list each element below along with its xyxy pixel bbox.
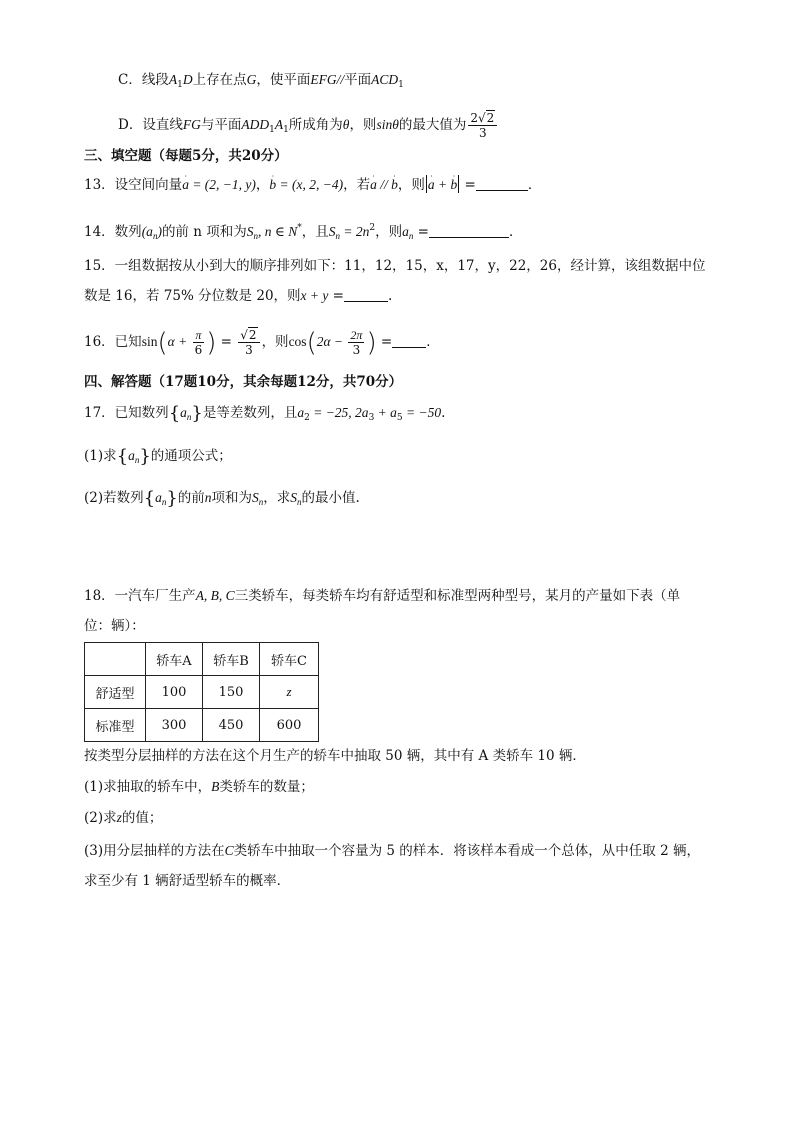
q16-three2: 3 bbox=[352, 343, 361, 357]
q14-s2-sub: n bbox=[335, 231, 340, 241]
segment-d: D bbox=[182, 72, 193, 87]
q16-lead: 16．已知 bbox=[84, 334, 142, 350]
q18-p1-b: B bbox=[211, 779, 220, 794]
plane-acd1-sub: 1 bbox=[398, 80, 404, 90]
q17-cond-a: a bbox=[297, 405, 305, 420]
q18-abc: A, B, C bbox=[195, 588, 235, 603]
q17-cond-a-sub: 2 bbox=[304, 413, 310, 423]
q14-text2: ，且 bbox=[301, 224, 329, 240]
q18-p1-lead: (1)求抽取的轿车中， bbox=[84, 779, 212, 795]
table-header-row bbox=[85, 643, 319, 676]
q17-p2-text3: ，求 bbox=[263, 490, 291, 506]
q13-answer-blank[interactable] bbox=[476, 176, 528, 191]
table-cell: 450 bbox=[203, 709, 260, 742]
abs-bar-left bbox=[426, 175, 427, 193]
table-cell: 150 bbox=[203, 676, 260, 709]
q15-end: . bbox=[387, 288, 393, 304]
section-fill-heading: 三、填空题（每题5分，共20分） bbox=[84, 148, 288, 164]
q14-eq2: = bbox=[413, 224, 429, 240]
q18-p3-lead: (3)用分层抽样的方法在 bbox=[84, 843, 225, 859]
q17-cond-a3-sub: 3 bbox=[368, 413, 375, 423]
option-d-text2: 所成角为 bbox=[288, 117, 343, 133]
theta: θ bbox=[342, 117, 350, 132]
q17-p2-n: n bbox=[204, 490, 212, 505]
q15-expr: x + y bbox=[300, 288, 329, 303]
q14-s: S bbox=[246, 224, 254, 239]
option-d-text3: ，则 bbox=[349, 117, 377, 133]
q18-part3-line1 bbox=[84, 841, 700, 861]
vector-a-value: = (2, −1, y) bbox=[188, 177, 256, 192]
vector-b-3: ˙ b bbox=[450, 177, 457, 192]
question-18-line2: 位：辆）： bbox=[84, 618, 145, 634]
q14-end: ． bbox=[508, 224, 523, 240]
q17-p2-a: a bbox=[155, 490, 162, 505]
table-row bbox=[85, 676, 319, 709]
q14-star: * bbox=[297, 223, 302, 233]
option-c bbox=[118, 70, 404, 95]
q14-lead: 14．数列 bbox=[84, 224, 142, 240]
q18-p2-text: 的值； bbox=[121, 810, 163, 826]
q14-text3: ，则 bbox=[375, 224, 403, 240]
q17-p2-a-sub: n bbox=[161, 497, 167, 507]
q16-2pi-over-3 bbox=[348, 328, 364, 357]
q17-dot: . bbox=[441, 405, 446, 421]
q18-part1 bbox=[84, 777, 314, 797]
q17-p2-text4: 的最小值. bbox=[301, 490, 360, 506]
question-13 bbox=[84, 175, 541, 195]
question-15-line2 bbox=[84, 286, 392, 306]
q17-p1-a: a bbox=[128, 448, 135, 463]
q14-seq-sub: n bbox=[152, 231, 158, 241]
q17-p2-s2: S bbox=[290, 490, 298, 505]
q18-p2-lead: (2)求 bbox=[84, 810, 117, 826]
option-d bbox=[118, 110, 499, 145]
q18-p3-text: 类轿车中抽取一个容量为 5 的样本．将该样本看成一个总体，从中任取 2 辆， bbox=[233, 843, 700, 859]
question-18-line1 bbox=[84, 586, 680, 606]
q16-then: ，则 bbox=[261, 334, 289, 350]
table-header-cell: 轿车C bbox=[260, 643, 319, 676]
question-15-line1: 15．一组数据按从小到大的顺序排列如下：11，12，15，x，17，y，22，26，经计算，该组数据中位 bbox=[84, 258, 706, 274]
q14-a: a bbox=[402, 224, 409, 239]
q17-part1: (1)求$\{a_n\}$的通项公式； bbox=[84, 446, 232, 467]
q18-p2-z: z bbox=[116, 810, 122, 825]
line-fg: FG bbox=[182, 117, 201, 132]
q14-seq: (a bbox=[141, 224, 153, 239]
q13-then: ，则 bbox=[397, 177, 425, 193]
table-cell: 舒适型 bbox=[85, 676, 146, 709]
q15-answer-blank[interactable] bbox=[344, 287, 388, 302]
q16-answer-blank[interactable] bbox=[392, 333, 426, 348]
point-g: G bbox=[246, 72, 257, 87]
vector-a-3: ˙ a bbox=[428, 177, 435, 192]
q14-answer-blank[interactable] bbox=[429, 223, 509, 238]
table-row bbox=[85, 709, 319, 742]
table-cell: 600 bbox=[260, 709, 319, 742]
q14-in: , n ∈ N bbox=[257, 224, 298, 239]
plane-d1-sub: 1 bbox=[269, 125, 275, 135]
q17-cond-end: = −50 bbox=[402, 405, 442, 420]
option-c-text3: 平面 bbox=[344, 72, 372, 88]
frac-den: 3 bbox=[478, 126, 487, 140]
q14-seq-end: ) bbox=[157, 224, 162, 239]
table-cell: 标准型 bbox=[85, 709, 146, 742]
q13-end: ． bbox=[527, 177, 542, 193]
q17-part2: (2)若数列$\{a_n\}$的前n项和为$S_n$，求$S_n$的最小值. bbox=[84, 488, 360, 509]
vector-a-2: ˙ a bbox=[370, 177, 377, 192]
q17-a-sub: n bbox=[186, 412, 192, 422]
q18-text1: 三类轿车，每类轿车均有舒适型和标准型两种型号，某月的产量如下表（单 bbox=[234, 588, 681, 604]
q18-after-table: 按类型分层抽样的方法在这个月生产的轿车中抽取 50 辆，其中有 A 类轿车 10 辆． bbox=[84, 748, 586, 764]
question-17: 17．已知数列$\{a_n\}$是等差数列，且$a_2 = -25$, $2a_3 + a_5 = -50$. bbox=[84, 403, 446, 424]
q13-cond: ，若 bbox=[343, 177, 371, 193]
option-c-text2: ，使平面 bbox=[256, 72, 311, 88]
q17-p1-lead: (1)求 bbox=[84, 448, 117, 464]
q16-two-alpha: 2α − bbox=[316, 334, 347, 349]
question-16: 16．已知sin(α + $\frac{\pi}{6}$ ) = $\frac{√2}{3}$ ，则cos(2α − $\frac{2\pi}{3}$ ) = ． bbox=[84, 328, 440, 358]
table-cell: z bbox=[260, 676, 319, 709]
q17-lead: 17．已知数列 bbox=[84, 405, 169, 421]
q17-p2-s-sub: n bbox=[258, 497, 264, 507]
q14-s-sub: n bbox=[253, 231, 258, 241]
table-header-cell: 轿车B bbox=[203, 643, 260, 676]
table-header-cell bbox=[85, 643, 146, 676]
frac-coef: 2 bbox=[470, 111, 478, 125]
q16-eq2: = bbox=[376, 334, 393, 350]
q17-cond-plus: + a bbox=[374, 405, 397, 420]
production-table bbox=[84, 642, 319, 742]
sin-theta: sinθ bbox=[376, 117, 399, 132]
q14-s2: S bbox=[328, 224, 336, 239]
q13-plus: + bbox=[434, 177, 451, 192]
q14-eq: = 2n bbox=[339, 224, 370, 239]
table-header-cell: 轿车A bbox=[146, 643, 203, 676]
q17-p2-s2-sub: n bbox=[297, 497, 302, 507]
q16-pi-over-6 bbox=[193, 328, 205, 357]
q17-p2-text1: 的前 bbox=[177, 490, 205, 506]
plane-a1: A bbox=[274, 117, 284, 132]
q16-six: 6 bbox=[194, 343, 203, 357]
q16-cos: cos bbox=[288, 334, 307, 349]
table-cell: 300 bbox=[146, 709, 203, 742]
question-14 bbox=[84, 218, 522, 246]
parallel-sign: // bbox=[336, 72, 345, 87]
plane-efg: EFG bbox=[310, 72, 337, 87]
q18-lead: 18．一汽车厂生产 bbox=[84, 588, 196, 604]
q16-eq: = bbox=[216, 334, 237, 350]
q16-rad: 2 bbox=[248, 328, 257, 342]
vector-b-value: = (x, 2, −4) bbox=[276, 177, 344, 192]
q17-cond-val: = −25, 2a bbox=[309, 405, 369, 420]
q14-text1: 的前 n 项和为 bbox=[161, 224, 247, 240]
q16-alpha: α + bbox=[167, 334, 191, 349]
q17-text1: 是等差数列，且 bbox=[202, 405, 298, 421]
option-d-prefix: D．设直线 bbox=[118, 117, 183, 133]
q17-p1-a-sub: n bbox=[134, 455, 140, 465]
q17-p1-text: 的通项公式； bbox=[150, 448, 232, 464]
q13-sep: ， bbox=[255, 177, 270, 193]
option-d-text4: 的最大值为 bbox=[398, 117, 467, 133]
q16-end: ． bbox=[426, 334, 440, 350]
plane-add1a1: ADD bbox=[241, 117, 270, 132]
vector-b: ˙ b bbox=[269, 177, 276, 192]
q15-eq: = bbox=[328, 288, 344, 304]
q17-cond-a5-sub: 5 bbox=[396, 413, 403, 423]
q14-a-sub: n bbox=[408, 231, 414, 241]
q16-two-pi: 2π bbox=[350, 328, 363, 342]
q18-p3-c: C bbox=[224, 843, 234, 858]
q16-sin: sin bbox=[141, 334, 158, 349]
q18-part2 bbox=[84, 808, 162, 828]
vector-a: ˙ a bbox=[182, 177, 189, 192]
q15-text: 数是 16，若 75% 分位数是 20，则 bbox=[84, 288, 301, 304]
q17-p2-lead: (2)若数列 bbox=[84, 490, 144, 506]
segment-a1: A bbox=[168, 72, 178, 87]
q18-part3-line2: 求至少有 1 辆舒适型轿车的概率． bbox=[84, 873, 291, 889]
q18-p1-text: 类轿车的数量； bbox=[219, 779, 314, 795]
q14-square: 2 bbox=[369, 223, 376, 233]
plane-acd1: ACD bbox=[371, 72, 399, 87]
q16-root2-over-3: $\frac{√2}{3}$ bbox=[238, 328, 259, 357]
vector-b-2: ˙ b bbox=[391, 177, 398, 192]
q13-parallel: // bbox=[376, 177, 392, 192]
q13-equals: = bbox=[460, 177, 476, 193]
option-c-prefix: C．线段 bbox=[118, 72, 169, 88]
frac-rad: 2 bbox=[486, 111, 495, 125]
segment-a1-sub: 1 bbox=[177, 80, 183, 90]
q17-a: a bbox=[180, 405, 187, 420]
q17-p2-text2: 项和为 bbox=[211, 490, 253, 506]
q13-lead: 13．设空间向量 bbox=[84, 177, 183, 193]
q16-pi: π bbox=[193, 328, 205, 343]
section-solve-heading: 四、解答题（17题10分，其余每题12分，共70分） bbox=[84, 374, 403, 390]
plane-a1-sub: 1 bbox=[283, 125, 289, 135]
table-cell: 100 bbox=[146, 676, 203, 709]
q16-three: 3 bbox=[245, 343, 253, 357]
q17-p2-s: S bbox=[252, 490, 259, 505]
option-c-text1: 上存在点 bbox=[192, 72, 247, 88]
option-d-text1: 与平面 bbox=[200, 117, 242, 133]
max-value-fraction: $\frac{2√2}{3}$ bbox=[468, 111, 497, 140]
